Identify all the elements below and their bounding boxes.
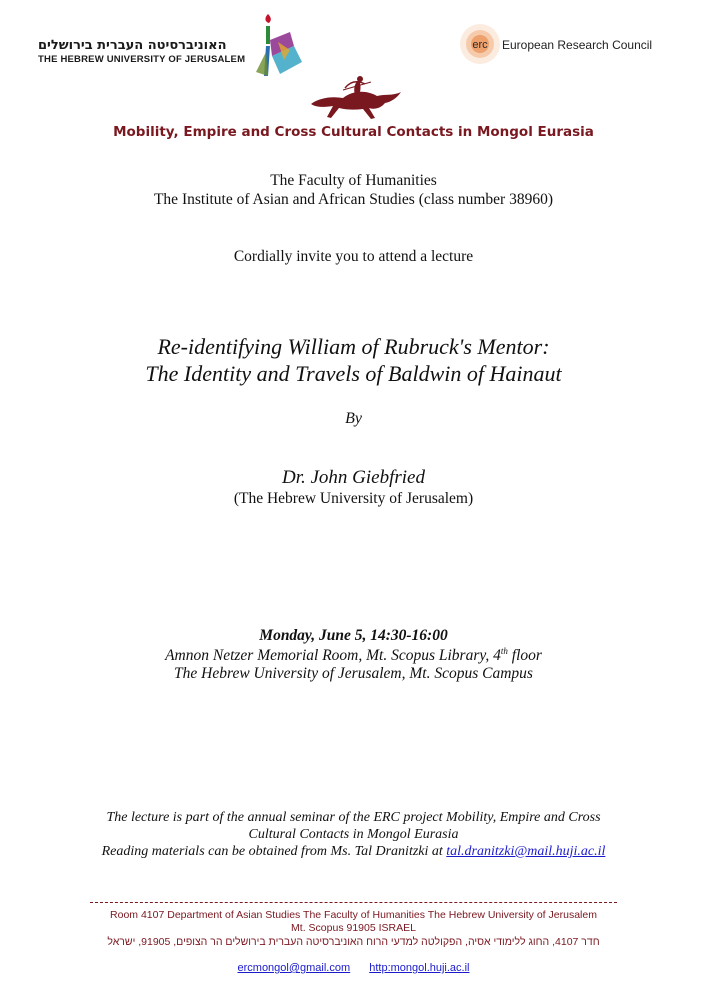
huji-emblem-icon (250, 12, 308, 78)
speaker-name: Dr. John Giebfried (281, 467, 425, 488)
event-campus: The Hebrew University of Jerusalem, Mt. Scopus Campus (174, 665, 533, 682)
erc-logo-icon (458, 22, 502, 66)
lecture-title-line1: Re-identifying William of Rubruck's Mentor: (157, 334, 550, 359)
event-date-time: Monday, June 5, 14:30-16:00 (259, 627, 448, 644)
speaker-affiliation: (The Hebrew University of Jerusalem) (233, 490, 474, 507)
note-line2: Cultural Contacts in Mongol Eurasia (248, 827, 459, 842)
huji-name-hebrew: האוניברסיטה העברית בירושלים (38, 38, 227, 53)
note-line3-text: Reading materials can be obtained from Ms. Tal Dranitzki at (101, 844, 447, 859)
footer-address-hebrew: חדר 4107, החוג ללימודי אסיה, הפקולטה למדעי הרוח האוניברסיטה העברית בירושלים הר הצופים, 91905, ישראל (107, 936, 600, 948)
huji-name-english: THE HEBREW UNIVERSITY OF JERUSALEM (38, 54, 246, 65)
by-label: By (345, 410, 362, 427)
note-line1: The lecture is part of the annual seminar of the ERC project Mobility, Empire and Cross (106, 810, 601, 825)
lecture-title-line2: The Identity and Travels of Baldwin of Hainaut (145, 361, 562, 386)
footer-address-en-line1: Room 4107 Department of Asian Studies The Faculty of Humanities The Hebrew University of Jerusalem (110, 909, 597, 921)
invitation-text: Cordially invite you to attend a lecture (233, 248, 474, 265)
event-room (0, 646, 707, 665)
horse-archer-icon (305, 76, 405, 122)
event-room-ordinal: th (500, 646, 508, 656)
footer-website-link[interactable]: http:mongol.huji.ac.il (369, 962, 470, 974)
erc-name: European Research Council (502, 38, 653, 52)
footer-email-link[interactable]: ercmongol@gmail.com (237, 962, 351, 974)
event-room-floor: floor (507, 647, 542, 665)
event-room-text: Amnon Netzer Memorial Room, Mt. Scopus Library, 4 (165, 647, 501, 665)
note-line3 (0, 844, 707, 860)
faculty-name: The Faculty of Humanities (270, 172, 437, 189)
institute-name: The Institute of Asian and African Studies (class number 38960) (153, 191, 554, 208)
project-title: Mobility, Empire and Cross Cultural Contacts in Mongol Eurasia (113, 124, 594, 140)
footer-divider (90, 902, 617, 903)
contact-email-link[interactable]: tal.dranitzki@mail.huji.ac.il (446, 844, 606, 859)
erc-logo-text: erc (472, 39, 488, 51)
footer-links (0, 962, 707, 974)
footer-address-en-line2: Mt. Scopus 91905 ISRAEL (291, 922, 416, 934)
